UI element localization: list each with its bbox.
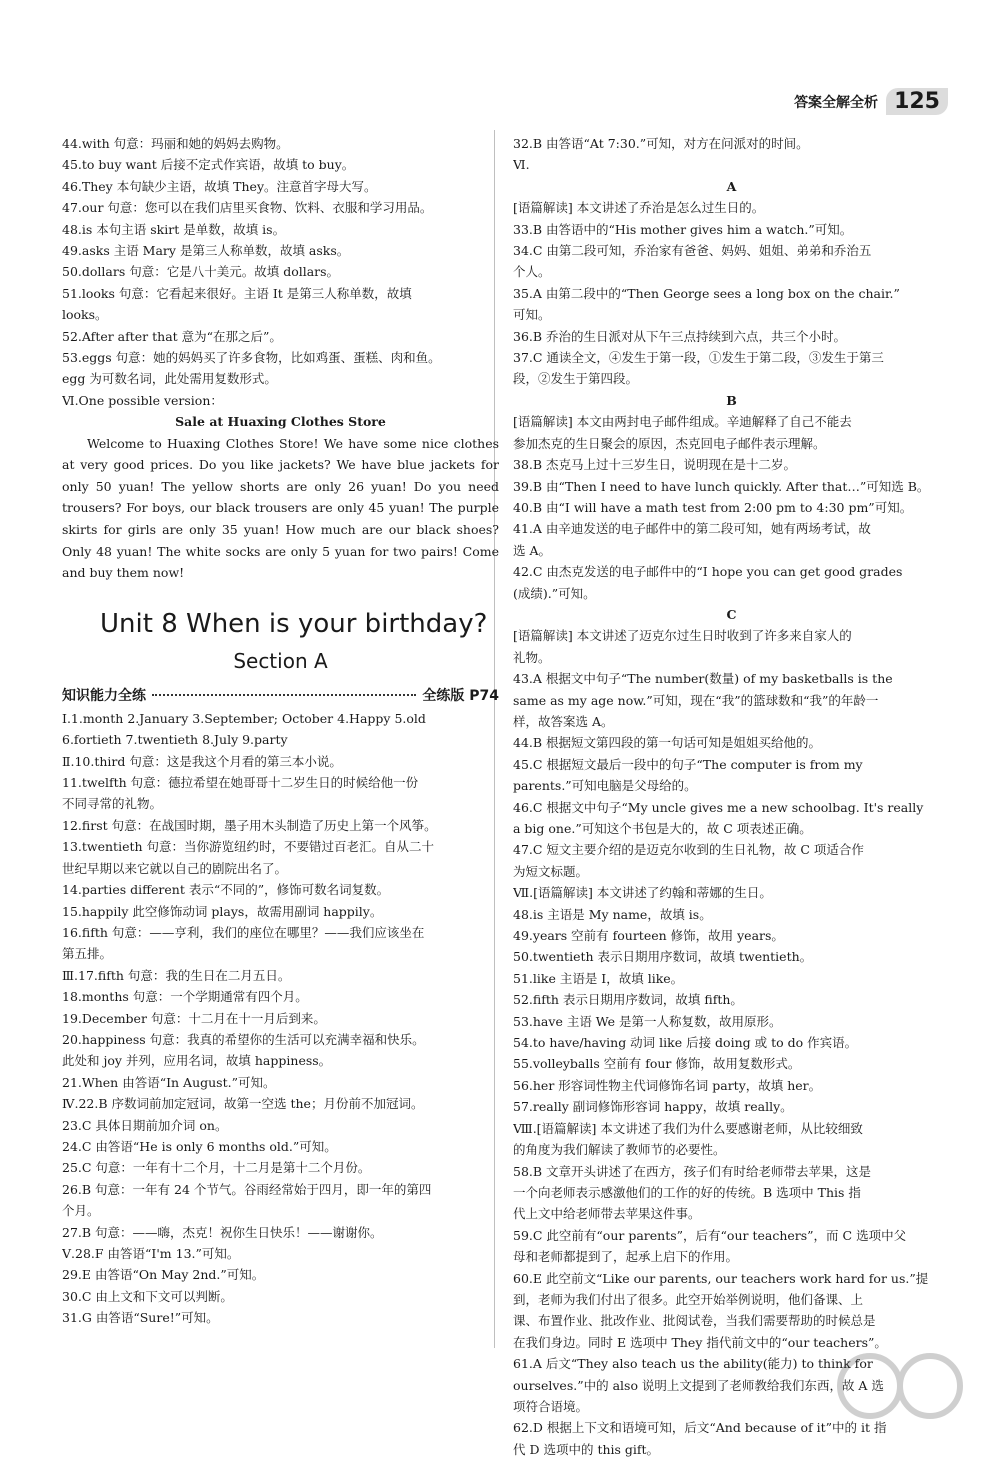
answer-line: Ⅷ.[语篇解读] 本文讲述了我们为什么要感谢老师，从比较细致 [513,1120,863,1136]
answer-list-bottom [62,708,499,1329]
answer-line: 49.asks 主语 Mary 是第三人称单数，故填 asks。 [62,243,350,259]
answer-line: 39.B 由“Then I need to have lunch quickly. After that…”可知选 B。 [513,478,930,494]
answer-line: parents.”可知电脑是父母给的。 [513,778,697,794]
answer-line: 30.C 由上文和下文可以判断。 [62,1288,233,1304]
essay-body: Welcome to Huaxing Clothes Store! We have some nice clothes at very good prices. Do you like jackets? We have blue jackets for only 50 yuan! The yellow shorts are only 26 yuan! Do you need trousers? For boys, our black trousers are only 45 yuan! The purple skirts for girls are only 35 yuan! How much are our black shoes? Only 48 yuan! The white socks are only 5 yuan for two pairs! Come and buy them now! [62,435,499,581]
answer-line: 26.B 句意：一年有 24 个节气。谷雨经常始于四月，即一年的第四 [62,1181,432,1197]
answer-line: 38.B 杰克马上过十三岁生日，说明现在是十二岁。 [513,457,797,473]
passage-label: B [726,392,737,408]
watermark-logo [830,1341,970,1451]
answer-line: 53.eggs 句意：她的妈妈买了许多食物，比如鸡蛋、蛋糕、肉和鱼。 [62,350,441,366]
answer-line: 一个向老师表示感激他们的工作的好的传统。B 选项中 This 指 [513,1184,861,1200]
right-column [513,133,950,1460]
left-column [62,133,499,1329]
answer-line: 51.like 主语是 I，故填 like。 [513,970,684,986]
answer-list-right [513,133,950,1460]
answer-line: 46.C 根据文中句子“My uncle gives me a new schoolbag. It's really [513,799,924,815]
answer-line: 25.C 句意：一年有十二个月，十二月是第十二个月份。 [62,1160,371,1176]
unit-title: Unit 8 When is your birthday? [100,608,488,639]
answer-line: [语篇解读] 本文讲述了迈克尔过生日时收到了许多来自家人的 [513,628,852,644]
answer-line: 32.B 由答语“At 7:30.”可知，对方在问派对的时间。 [513,136,809,151]
answer-line: 在我们身边。同时 E 选项中 They 指代前文中的“our teachers”。 [513,1334,887,1350]
answer-line: 项符合语境。 [513,1398,589,1414]
answer-line: 57.really 副词修饰形容词 happy，故填 really。 [513,1099,793,1115]
answer-line: 到，老师为我们付出了很多。此空开始举例说明，他们备课、上 [513,1291,864,1307]
answer-line: Ⅲ.17.fifth 句意：我的生日在二月五日。 [62,967,291,983]
answer-line: 15.happily 此空修饰动词 plays，故需用副词 happily。 [62,903,383,919]
answer-line: Ⅳ.22.B 序数词前加定冠词，故第一空选 the；月份前不加冠词。 [62,1096,424,1112]
answer-line: 50.dollars 句意：它是八十美元。故填 dollars。 [62,264,340,280]
answer-line: 18.months 句意：一个学期通常有四个月。 [62,989,308,1005]
answer-line: 世纪早期以来它就以自己的剧院出名了。 [62,860,288,876]
answer-line: 个人。 [513,264,551,280]
answer-line: 52.After after that 意为“在那之后”。 [62,328,282,344]
answer-line: 45.C 根据短文最后一段中的句子“The computer is from my [513,756,863,772]
answer-line: 6.fortieth 7.twentieth 8.July 9.party [62,732,288,748]
answer-line: Ⅰ.1.month 2.January 3.September; October 4.Happy 5.old [62,710,426,726]
answer-line: 为短文标题。 [513,863,589,879]
dotted-leader [152,694,416,696]
answer-line: 不同寻常的礼物。 [62,796,163,812]
answer-line: 的角度为我们解读了教师节的必要性。 [513,1142,726,1158]
answer-line: 母和老师都提到了，起承上启下的作用。 [513,1249,739,1265]
answer-line: 37.C 通读全文，④发生于第一段，①发生于第二段，③发生于第三 [513,350,884,366]
answer-line: 参加杰克的生日聚会的原因，杰克回电子邮件表示理解。 [513,435,826,451]
answer-line: 33.B 由答语中的“His mother gives him a watch.”可知。 [513,221,853,237]
answer-line: 55.volleyballs 空前有 four 修饰，故用复数形式。 [513,1056,801,1072]
passage-label: A [726,178,737,194]
answer-line: same as my age now.”可知，现在“我”的篮球数和“我”的年龄一 [513,692,879,708]
page-number: 125 [886,88,948,115]
answer-line: 个月。 [62,1203,100,1219]
answer-line: 46.They 本句缺少主语，故填 They。注意首字母大写。 [62,178,377,194]
answer-line: 代上文中给老师带去苹果这件事。 [513,1206,701,1222]
answer-line: 40.B 由“I will have a math test from 2:00 pm to 4:30 pm”可知。 [513,499,913,515]
answer-line: 56.her 形容词性物主代词修饰名词 party，故填 her。 [513,1077,822,1093]
answer-line: Ⅶ.[语篇解读] 本文讲述了约翰和蒂娜的生日。 [513,885,772,901]
header-title: 答案全解全析 [794,94,879,111]
answer-line: 48.is 主语是 My name，故填 is。 [513,906,712,922]
practice-label: 知识能力全练 [62,687,146,704]
answer-line: 16.fifth 句意：——亨利，我们的座位在哪里？——我们应该坐在 [62,924,425,940]
answer-line: 20.happiness 句意：我真的希望你的生活可以充满幸福和快乐。 [62,1031,425,1047]
passage-label: C [726,606,737,622]
answer-line: (成绩).”可知。 [513,585,596,601]
answer-line: 此处和 joy 并列，应用名词，故填 happiness。 [62,1053,332,1069]
answer-line: 49.years 空前有 fourteen 修饰，故用 years。 [513,928,784,944]
answer-line: 54.to have/having 动词 like 后接 doing 或 to do 作宾语。 [513,1035,858,1051]
answer-line: 样，故答案选 A。 [513,713,614,729]
answer-line: Ⅵ. [513,157,530,173]
answer-line: 课、布置作业、批改作业、批阅试卷，当我们需要帮助的时候总是 [513,1313,876,1329]
answer-line: 12.first 句意：在战国时期，墨子用木头制造了历史上第一个风筝。 [62,817,437,833]
answer-line: 第五排。 [62,946,113,962]
answer-line: looks。 [62,307,108,323]
answer-line: 礼物。 [513,649,551,665]
answer-line: 62.D 根据上下文和语境可知，后文“And because of it”中的 it 指 [513,1420,887,1436]
answer-line: 45.to buy want 后接不定式作宾语，故填 to buy。 [62,157,355,173]
answer-line: 47.C 短文主要介绍的是迈克尔收到的生日礼物，故 C 项适合作 [513,842,864,858]
answer-line: 14.parties different 表示“不同的”，修饰可数名词复数。 [62,882,390,898]
answer-line: 60.E 此空前文“Like our parents, our teachers work hard for us.”提 [513,1270,929,1286]
answer-line: 29.E 由答语“On May 2nd.”可知。 [62,1267,265,1283]
answer-line: 44.with 句意：玛丽和她的妈妈去购物。 [62,136,289,151]
answer-line: 选 A。 [513,542,552,558]
answer-line: 21.When 由答语“In August.”可知。 [62,1074,276,1090]
answer-line: 36.B 乔治的生日派对从下午三点持续到六点，共三个小时。 [513,328,847,344]
answer-line: 27.B 句意：——嗨，杰克！祝你生日快乐！——谢谢你。 [62,1224,383,1240]
essay-title: Sale at Huaxing Clothes Store [175,414,386,430]
answer-line: 34.C 由第二段可知，乔治家有爸爸、妈妈、姐姐、弟弟和乔治五 [513,243,872,259]
practice-heading [62,684,499,708]
answer-line: 段，②发生于第四段。 [513,371,639,387]
page-header [794,88,948,115]
answer-line: 41.A 由辛迪发送的电子邮件中的第二段可知，她有两场考试，故 [513,521,871,537]
answer-line: [语篇解读] 本文由两封电子邮件组成。辛迪解释了自己不能去 [513,414,852,430]
practice-ref: 全练版 P74 [422,687,499,704]
answer-line: 35.A 由第二段中的“Then George sees a long box on the chair.” [513,285,900,301]
answer-line: 24.C 由答语“He is only 6 months old.”可知。 [62,1138,337,1154]
answer-line: 58.B 文章开头讲述了在西方，孩子们有时给老师带去苹果，这是 [513,1163,872,1179]
answer-line: 19.December 句意：十二月在十一月后到来。 [62,1010,326,1026]
answer-line: 可知。 [513,307,551,323]
answer-line: Ⅱ.10.third 句意：这是我这个月看的第三本小说。 [62,753,342,769]
answer-line: Ⅵ.One possible version： [62,392,223,408]
answer-line: 48.is 本句主语 skirt 是单数，故填 is。 [62,221,286,237]
answer-line: 13.twentieth 句意：当你游览纽约时，不要错过百老汇。自从二十 [62,839,435,855]
answer-line: 51.looks 句意：它看起来很好。主语 It 是第三人称单数，故填 [62,285,412,301]
answer-line: 47.our 句意：您可以在我们店里买食物、饮料、衣服和学习用品。 [62,200,433,216]
answer-line: 50.twentieth 表示日期用序数词，故填 twentieth。 [513,949,813,965]
answer-line: 52.fifth 表示日期用序数词，故填 fifth。 [513,992,743,1008]
answer-line: 代 D 选项中的 this gift。 [513,1441,660,1457]
answer-line: ourselves.”中的 also 说明上文提到了老师教给我们东西，故 A 选 [513,1377,884,1393]
answer-line: a big one.”可知这个书包是大的，故 C 项表述正确。 [513,821,812,836]
answer-line: egg 为可数名词，此处需用复数形式。 [62,371,277,387]
answer-list-top [62,133,499,411]
answer-line: [语篇解读] 本文讲述了乔治是怎么过生日的。 [513,200,765,216]
answer-line: 11.twelfth 句意：德拉希望在她哥哥十二岁生日的时候给他一份 [62,775,419,791]
section-title: Section A [233,648,328,673]
answer-line: 53.have 主语 We 是第一人称复数，故用原形。 [513,1013,782,1029]
answer-line: 61.A 后文“They also teach us the ability(能力) to think for [513,1356,873,1372]
answer-line: 59.C 此空前有“our parents”，后有“our teachers”，而 C 选项中父 [513,1227,907,1243]
answer-line: 23.C 具体日期前加介词 on。 [62,1117,228,1133]
answer-line: 42.C 由杰克发送的电子邮件中的“I hope you can get good grades [513,564,903,580]
answer-line: 43.A 根据文中句子“The number(数量) of my basketballs is the [513,671,893,687]
answer-line: Ⅴ.28.F 由答语“I'm 13.”可知。 [62,1246,240,1261]
answer-line: 31.G 由答语“Sure!”可知。 [62,1310,219,1326]
answer-line: 44.B 根据短文第四段的第一句话可知是姐姐买给他的。 [513,735,822,751]
